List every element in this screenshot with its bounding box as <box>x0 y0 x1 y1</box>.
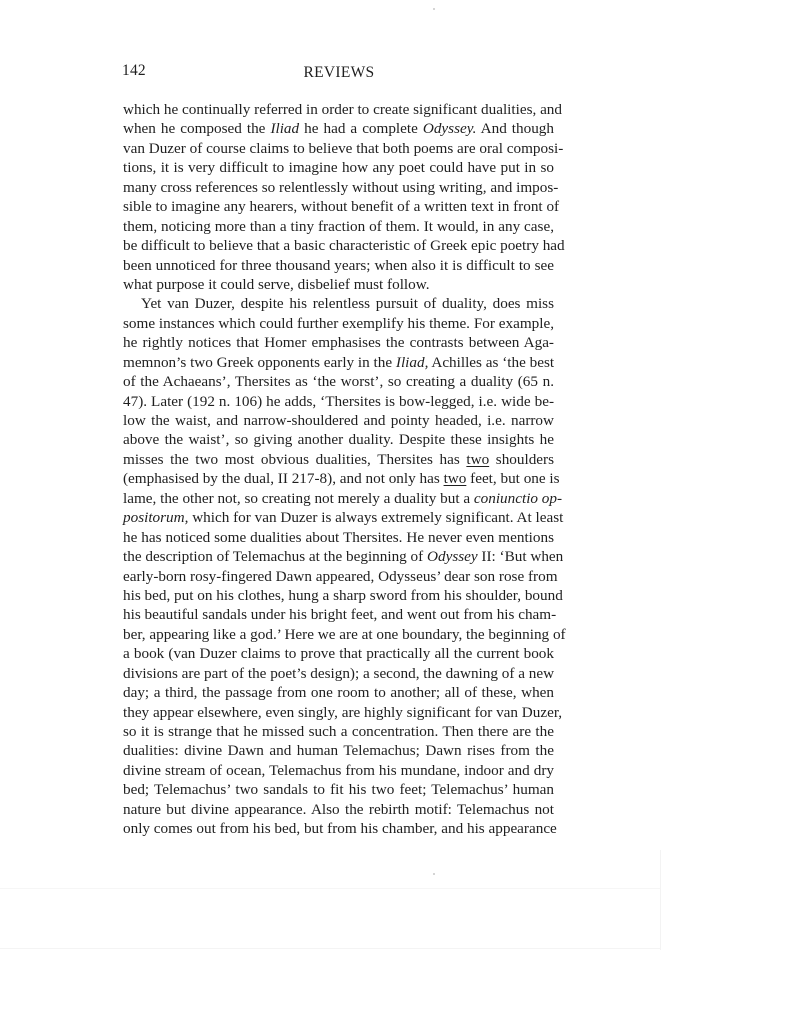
text-segment: 47). Later (192 n. 106) he adds, ‘Thersites is bow-legged, i.e. wide be- <box>123 392 554 410</box>
text-line <box>123 489 563 508</box>
text-segment: they appear elsewhere, even singly, are highly significant for van Duzer, <box>123 703 563 721</box>
underlined-text: two <box>443 470 467 488</box>
text-segment: bed; Telemachus’ two sandals to fit his two feet; Telemachus’ human <box>123 781 554 799</box>
text-line <box>123 780 554 799</box>
text-line <box>123 353 554 372</box>
text-segment: when he composed the <box>123 120 271 138</box>
text-segment: ber, appearing like a god.’ Here we are at one boundary, the beginning of <box>123 625 566 643</box>
text-line <box>123 217 554 236</box>
text-line <box>123 703 563 722</box>
page-number: 142 <box>122 62 146 79</box>
text-segment: early-born rosy-fingered Dawn appeared, Odysseus’ dear son rose from <box>123 567 558 585</box>
text-segment: misses the two most obvious dualities, Thersites has <box>123 450 467 468</box>
running-head: REVIEWS <box>303 64 375 81</box>
text-line <box>123 119 554 138</box>
italic-text: Odyssey. <box>422 120 477 138</box>
text-segment: feet, but one is <box>466 470 560 488</box>
text-line <box>123 314 554 333</box>
text-line <box>123 625 566 644</box>
text-segment: memnon’s two Greek opponents early in the <box>123 353 396 371</box>
text-segment: what purpose it could serve, disbelief must follow. <box>123 275 430 293</box>
text-line <box>123 469 560 488</box>
text-line <box>123 333 554 352</box>
text-line <box>123 586 563 605</box>
text-segment: be difficult to believe that a basic characteristic of Greek epic poetry had <box>123 237 565 255</box>
text-line <box>123 664 554 683</box>
text-line <box>123 372 554 391</box>
italic-text: Iliad <box>270 120 300 138</box>
text-segment: which for van Duzer is always extremely significant. At least <box>188 509 564 527</box>
text-line <box>123 819 557 838</box>
text-line <box>123 547 564 566</box>
text-segment: lame, the other not, so creating not merely a duality but a <box>123 489 474 507</box>
text-segment: above the waist’, so giving another duality. Despite these insights he <box>123 431 554 449</box>
text-line <box>123 139 564 158</box>
body-text <box>123 100 566 839</box>
text-line <box>123 508 564 527</box>
italic-text: Iliad, <box>395 353 429 371</box>
text-line <box>123 644 554 663</box>
scan-artifact-line <box>0 948 660 949</box>
text-segment: II: ‘But when <box>477 548 564 566</box>
scan-speck <box>433 8 435 10</box>
text-line <box>123 100 562 119</box>
text-segment: shoulders <box>489 450 554 468</box>
text-line <box>123 197 560 216</box>
text-line <box>123 683 554 702</box>
text-line <box>123 528 554 547</box>
scan-artifact-line <box>0 888 660 901</box>
italic-text: coniunctio op- <box>473 489 563 507</box>
text-segment: which he continually referred in order to create significant dualities, and <box>123 101 562 118</box>
text-segment: tions, it is very difficult to imagine how any poet could have put in so <box>123 159 554 177</box>
text-segment: And though <box>476 120 554 138</box>
text-line <box>123 294 554 313</box>
text-segment: dualities: divine Dawn and human Telemachus; Dawn rises from the <box>123 742 554 760</box>
text-line <box>123 236 565 255</box>
text-line <box>123 158 554 177</box>
text-segment: van Duzer of course claims to believe that both poems are oral composi- <box>123 139 564 157</box>
text-segment: he rightly notices that Homer emphasises the contrasts between Aga- <box>123 334 554 352</box>
text-line <box>123 567 558 586</box>
scan-speck <box>433 873 435 875</box>
text-line <box>123 256 554 275</box>
text-line <box>123 722 554 741</box>
text-segment: been unnoticed for three thousand years; when also it is difficult to see <box>123 256 554 274</box>
underlined-text: two <box>466 450 490 468</box>
italic-text: positorum, <box>123 509 189 527</box>
text-segment: his beautiful sandals under his bright feet, and went out from his cham- <box>123 606 557 624</box>
text-segment: sible to imagine any hearers, without benefit of a written text in front of <box>123 198 560 216</box>
text-segment: he had a complete <box>299 120 423 138</box>
text-segment: divine stream of ocean, Telemachus from his mundane, indoor and dry <box>123 761 554 779</box>
text-segment: low the waist, and narrow-shouldered and pointy headed, i.e. narrow <box>123 412 554 429</box>
scan-artifact-edge <box>660 850 661 950</box>
text-segment: them, noticing more than a tiny fraction of them. It would, in any case, <box>123 217 554 235</box>
text-segment: divisions are part of the poet’s design); a second, the dawning of a new <box>123 664 555 682</box>
text-segment: Yet van Duzer, despite his relentless pursuit of duality, does miss <box>141 295 554 313</box>
text-segment: of the Achaeans’, Thersites as ‘the worst’, so creating a duality (65 n. <box>123 373 554 391</box>
text-line <box>123 178 559 197</box>
text-segment: Achilles as ‘the best <box>428 353 555 371</box>
text-line <box>123 605 557 624</box>
text-line <box>123 392 554 411</box>
text-segment: a book (van Duzer claims to prove that practically all the current book <box>123 645 554 663</box>
text-segment: some instances which could further exemplify his theme. For example, <box>123 314 554 332</box>
text-segment: he has noticed some dualities about Thersites. He never even mentions <box>123 528 554 546</box>
text-line <box>123 761 554 780</box>
text-segment: nature but divine appearance. Also the rebirth motif: Telemachus not <box>123 800 554 818</box>
text-line <box>123 800 554 819</box>
text-segment: the description of Telemachus at the beginning of <box>123 548 428 566</box>
text-segment: day; a third, the passage from one room to another; all of these, when <box>123 684 554 702</box>
text-line <box>123 430 554 449</box>
text-segment: (emphasised by the dual, II 217-8), and not only has <box>123 470 444 488</box>
text-line <box>123 275 554 294</box>
text-segment: so it is strange that he missed such a concentration. Then there are the <box>123 723 554 740</box>
text-segment: many cross references so relentlessly without using writing, and impos- <box>123 178 559 196</box>
text-line <box>123 450 554 469</box>
italic-text: Odyssey <box>427 548 478 566</box>
text-segment: only comes out from his bed, but from his chamber, and his appearance <box>123 820 557 838</box>
text-segment: his bed, put on his clothes, hung a sharp sword from his shoulder, bound <box>123 586 563 604</box>
text-line <box>123 411 554 430</box>
text-line <box>123 741 554 760</box>
